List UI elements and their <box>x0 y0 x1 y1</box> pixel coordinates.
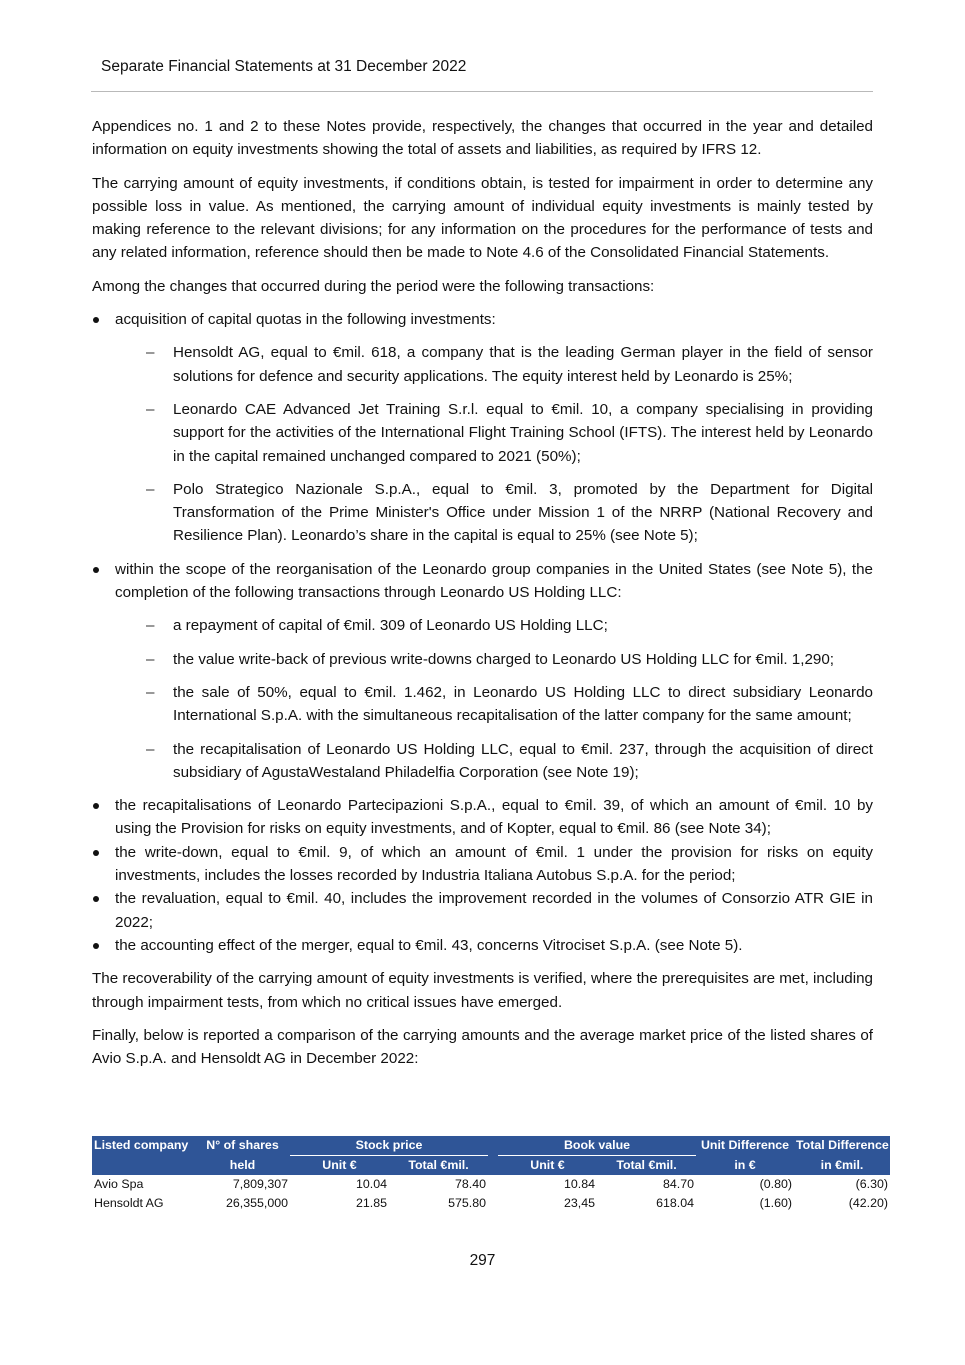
header-total-difference: Total Difference <box>794 1136 890 1156</box>
header-book-total: Total €mil. <box>597 1156 696 1176</box>
paragraph-changes-intro: Among the changes that occurred during the period were the following transactions: <box>92 277 655 295</box>
header-empty <box>92 1156 195 1176</box>
paragraph-appendices: Appendices no. 1 and 2 to these Notes provide, respectively, the changes that occurred in the year and detailed information on equity investments showing the total of assets and liabilities, as required by IFRS 12. <box>92 118 873 159</box>
paragraph-comparison-intro: Finally, below is reported a comparison of the carrying amounts and the average market price of the listed shares of Avio S.p.A. and Hensoldt AG in December 2022: <box>92 1026 873 1068</box>
header-shares: N° of shares <box>195 1136 290 1156</box>
cell-stock-total: 78.40 <box>454 1177 486 1191</box>
header-spacer <box>488 1136 498 1156</box>
paragraph-recoverability: The recoverability of the carrying amount of equity investments is verified, where the prerequisites are met, including through impairment tests, from which no critical issues have emerged. <box>92 970 873 1011</box>
header-total-difference-currency: in €mil. <box>794 1156 890 1176</box>
header-stock-total: Total €mil. <box>389 1156 488 1176</box>
bullet-reorganisation: within the scope of the reorganisation of the Leonardo group companies in the United States (see Note 5), the completion of the following transactions through Leonardo US Holding LLC: <box>115 560 873 602</box>
header-unit-difference: Unit Difference <box>696 1136 794 1156</box>
header-listed-company: Listed company <box>92 1136 195 1156</box>
header-spacer <box>488 1156 498 1176</box>
list-item: – Hensoldt AG, equal to €mil. 618, a company that is the leading German player in the field of sensor solutions for defence and security applications. The equity interest held by Leonardo is 25%; <box>138 341 873 388</box>
cell-stock-unit: 21.85 <box>355 1196 387 1210</box>
list-item: – the recapitalisation of Leonardo US Holding LLC, equal to €mil. 237, through the acquisition of direct subsidiary of AgustaWestaland Philadelfia Corporation (see Note 19); <box>138 738 873 785</box>
bullet-acquisition: acquisition of capital quotas in the following investments: <box>115 311 496 329</box>
page-header-title: Separate Financial Statements at 31 December 2022 <box>101 58 467 75</box>
list-item: the recapitalisations of Leonardo Partecipazioni S.p.A., equal to €mil. 39, of which an amount of €mil. 10 by using the Provision for risks on equity investments, and of Kopter, equal to €mil. 86 (see Note 34); <box>92 794 873 841</box>
cell-stock-total: 575.80 <box>448 1196 486 1210</box>
reorganisation-sublist <box>115 614 873 784</box>
header-stock-price: Stock price <box>290 1136 488 1156</box>
cell-book-total: 618.04 <box>656 1196 695 1210</box>
list-item: – the value write-back of previous write-downs charged to Leonardo US Holding LLC for €mil. 1,290; <box>138 648 873 671</box>
cell-company: Avio Spa <box>94 1177 144 1191</box>
paragraph-impairment: The carrying amount of equity investments, if conditions obtain, is tested for impairment in order to determine any possible loss in value. As mentioned, the carrying amount of individual equity investments is mainly tested by making reference to the relevant divisions; for any information on the procedures for the performance of tests and any related information, reference should then be made to Note 4.6 of the Consolidated Financial Statements. <box>92 174 873 262</box>
cell-book-unit: 23,45 <box>563 1196 595 1210</box>
list-item <box>92 558 873 784</box>
cell-unit-difference: (0.80) <box>759 1177 793 1191</box>
acquisition-sublist <box>115 341 873 547</box>
cell-spacer <box>488 1194 498 1213</box>
cell-spacer <box>488 1175 498 1194</box>
body-content <box>92 115 873 1080</box>
header-unit-difference-currency: in € <box>696 1156 794 1176</box>
list-item: – the sale of 50%, equal to €mil. 1.462, in Leonardo US Holding LLC to direct subsidiary Leonardo International S.p.A. with the simultaneous recapitalisation of the latter company for the same amount; <box>138 681 873 728</box>
header-divider <box>91 91 873 92</box>
header-stock-unit: Unit € <box>290 1156 389 1176</box>
cell-unit-difference: (1.60) <box>759 1196 793 1210</box>
cell-company: Hensoldt AG <box>94 1196 164 1210</box>
list-item: the revaluation, equal to €mil. 40, includes the improvement recorded in the volumes of Consorzio ATR GIE in 2022; <box>92 887 873 934</box>
table-header-row <box>92 1136 890 1156</box>
header-book-value: Book value <box>498 1136 696 1156</box>
list-item: the accounting effect of the merger, equal to €mil. 43, concerns Vitrociset S.p.A. (see Note 5). <box>92 934 873 957</box>
header-shares-held: held <box>195 1156 290 1176</box>
list-item: – a repayment of capital of €mil. 309 of Leonardo US Holding LLC; <box>138 614 873 637</box>
list-item: – Polo Strategico Nazionale S.p.A., equal to €mil. 3, promoted by the Department for Digital Transformation of the Prime Minister's Office under Mission 1 of the NRRP (National Recovery and Resilience Plan). Leonardo’s share in the capital is equal to 25% (see Note 5); <box>138 478 873 548</box>
table-row <box>92 1194 890 1213</box>
table-row <box>92 1175 890 1194</box>
list-item: – Leonardo CAE Advanced Jet Training S.r.l. equal to €mil. 10, a company specialising in providing support for the activities of the International Flight Training School (IFTS). The interest held by Leonardo in the capital remained unchanged compared to 2021 (50%); <box>138 398 873 468</box>
cell-total-difference: (6.30) <box>855 1177 889 1191</box>
listed-shares-table <box>92 1136 890 1213</box>
list-item: the write-down, equal to €mil. 9, of which an amount of €mil. 1 under the provision for risks on equity investments, includes the losses recorded by Industria Italiana Autobus S.p.A. for the period; <box>92 841 873 888</box>
page-number: 297 <box>469 1252 496 1269</box>
transactions-list <box>92 308 873 957</box>
header-book-unit: Unit € <box>498 1156 597 1176</box>
cell-shares: 7,809,307 <box>232 1177 288 1191</box>
cell-book-total: 84.70 <box>663 1177 695 1191</box>
cell-shares: 26,355,000 <box>225 1196 288 1210</box>
cell-stock-unit: 10.04 <box>355 1177 387 1191</box>
list-item <box>92 308 873 548</box>
cell-book-unit: 10.84 <box>563 1177 595 1191</box>
cell-total-difference: (42.20) <box>848 1196 889 1210</box>
table-subheader-row <box>92 1156 890 1176</box>
